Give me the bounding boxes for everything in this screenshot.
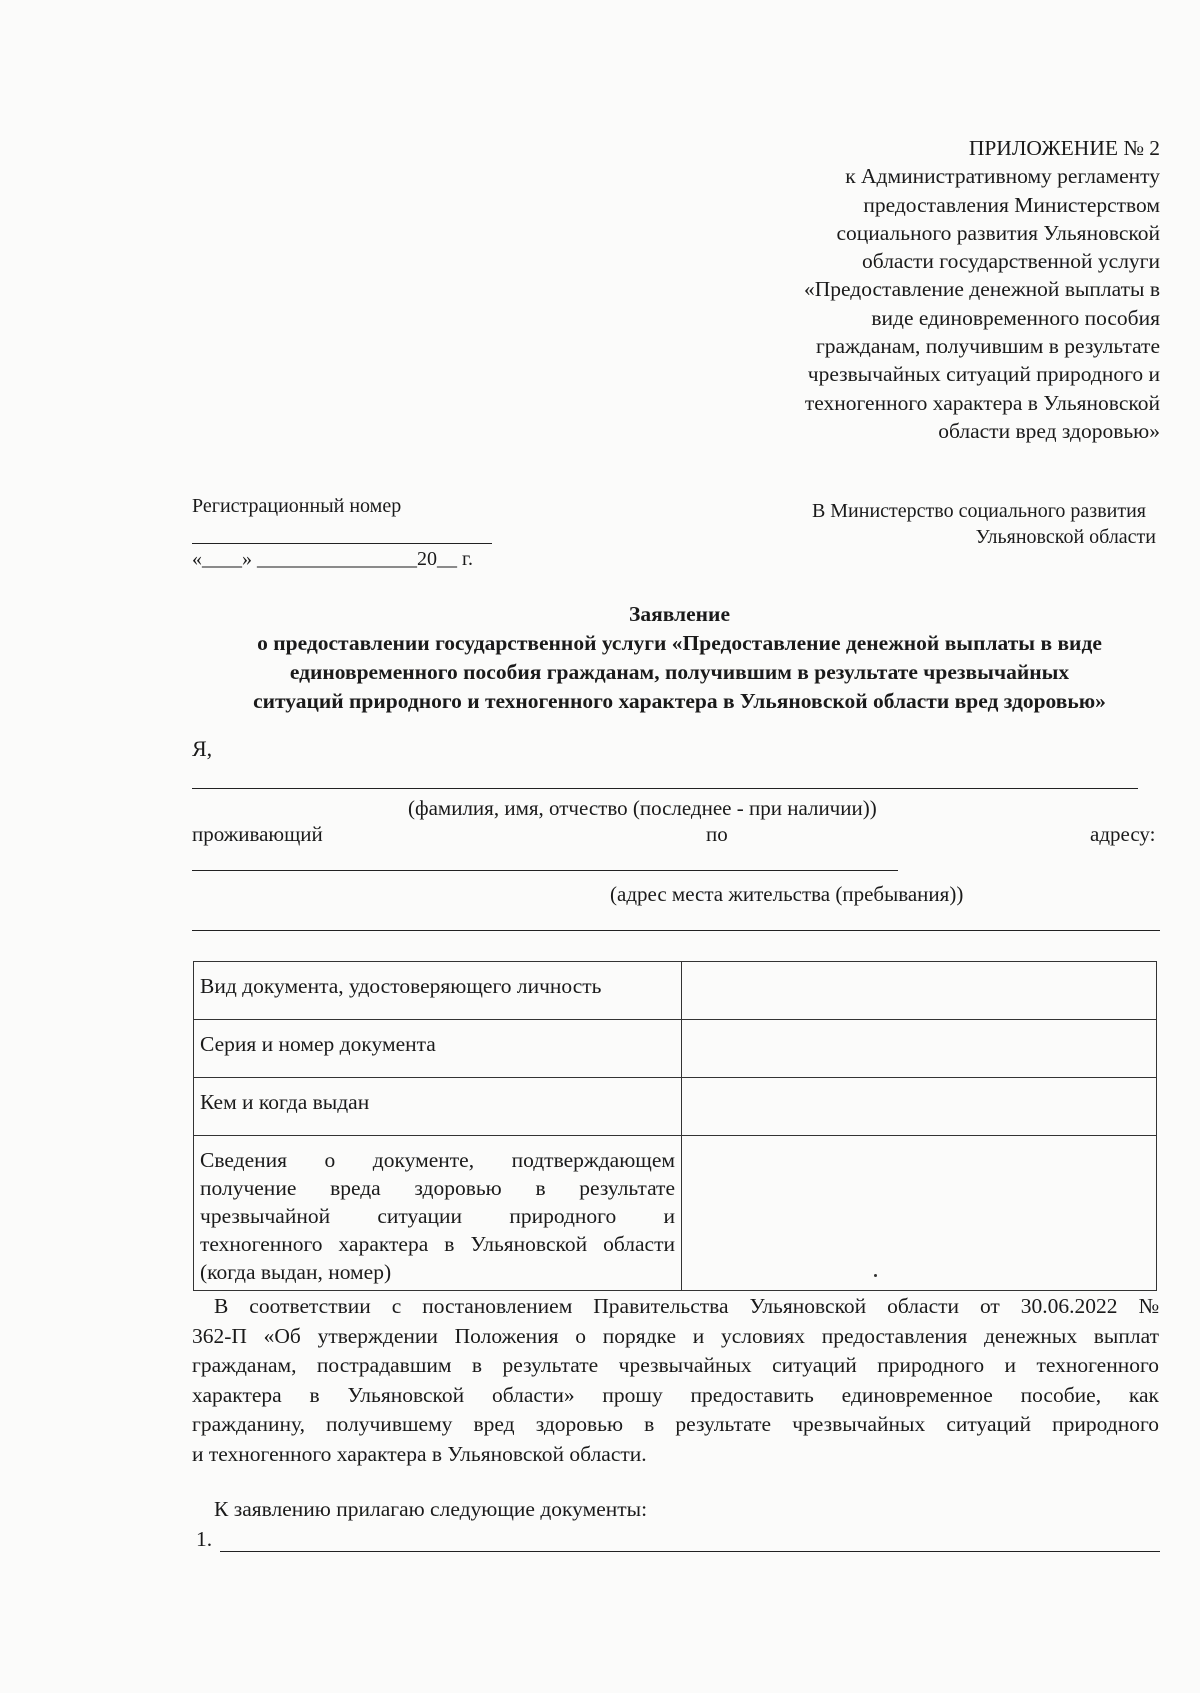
body-line: характера в Ульяновской области» прошу предоставить единовременное пособие, как (192, 1382, 1159, 1407)
body-line: гражданам, пострадавшим в результате чрезвычайных ситуаций природного и техногенного (192, 1353, 1159, 1378)
title-heading: Заявление (629, 602, 730, 626)
table-row (194, 1136, 1157, 1291)
annex-line: «Предоставление денежной выплаты в (803, 277, 1160, 302)
address-field[interactable] (192, 870, 898, 871)
title-line: о предоставлении государственной услуги «Предоставление денежной выплаты в виде (257, 631, 1102, 655)
annex-line: социального развития Ульяновской (836, 220, 1160, 245)
table-cell-label: Кем и когда выдан (194, 1078, 682, 1136)
address-caption: (адрес места жительства (пребывания)) (610, 882, 964, 906)
table-cell-label: Сведения о документе, подтверждающем получение вреда здоровью в результате чрезвычайной ситуации природного и техногенного характера в Ульяновской области (когда выдан, номер) (194, 1136, 682, 1291)
annex-line: области государственной услуги (862, 249, 1160, 274)
body-line: В соответствии с постановлением Правительства Ульяновской области от 30.06.2022 № (214, 1294, 1159, 1318)
attachment-number: 1. (196, 1527, 213, 1551)
table-cell-label: Вид документа, удостоверяющего личность (194, 962, 682, 1020)
document-details-table (193, 961, 1157, 1291)
body-line: 362-П «Об утверждении Положения о порядке и условиях предоставления денежных выплат (192, 1323, 1159, 1348)
title-line: ситуаций природного и техногенного характера в Ульяновской области вред здоровью» (253, 689, 1106, 713)
annex-line: техногенного характера в Ульяновской (804, 390, 1160, 415)
annex-header (700, 134, 1160, 445)
document-title (192, 600, 1167, 716)
annex-line: к Административному регламенту (845, 164, 1160, 189)
attachment-field[interactable] (220, 1551, 1160, 1552)
table-row (194, 1078, 1157, 1136)
applicant-ya: Я, (192, 736, 213, 761)
scan-dot (874, 1274, 877, 1277)
annex-line: предоставления Министерством (863, 192, 1160, 217)
title-line: единовременного пособия гражданам, получившим в результате чрезвычайных (289, 660, 1070, 684)
applicant-name-caption: (фамилия, имя, отчество (последнее - при наличии)) (408, 796, 877, 820)
registration-date-line[interactable]: «____» ________________20__ г. (192, 548, 473, 570)
attachments-intro: К заявлению прилагаю следующие документы: (214, 1497, 648, 1521)
residing-label-po: по (706, 822, 728, 846)
address-field-line2[interactable] (192, 930, 1160, 931)
residing-label: проживающий (192, 822, 323, 846)
applicant-name-field[interactable] (192, 788, 1138, 789)
table-cell-value[interactable] (682, 1136, 1157, 1291)
table-cell-value[interactable] (682, 1020, 1157, 1078)
table-row (194, 1020, 1157, 1078)
registration-number-field[interactable] (192, 543, 492, 544)
addressee-block (700, 498, 1156, 550)
registration-number-label: Регистрационный номер (192, 495, 402, 517)
annex-title: ПРИЛОЖЕНИЕ № 2 (968, 136, 1160, 160)
table-row (194, 962, 1157, 1020)
body-paragraph (192, 1292, 1159, 1470)
table-cell-value[interactable] (682, 962, 1157, 1020)
table-cell-label: Серия и номер документа (194, 1020, 682, 1078)
annex-line: виде единовременного пособия (871, 305, 1160, 330)
residing-label-address: адресу: (1090, 822, 1156, 846)
annex-line: области вред здоровью» (938, 418, 1160, 443)
addressee-line: В Министерство социального развития (811, 500, 1146, 522)
annex-line: чрезвычайных ситуаций природного и (807, 362, 1160, 387)
addressee-line: Ульяновской области (975, 526, 1156, 548)
annex-line: гражданам, получившим в результате (815, 334, 1160, 359)
table-cell-value[interactable] (682, 1078, 1157, 1136)
body-line: гражданину, получившему вред здоровью в результате чрезвычайных ситуаций природного (192, 1412, 1159, 1437)
body-line: и техногенного характера в Ульяновской области. (192, 1441, 647, 1466)
